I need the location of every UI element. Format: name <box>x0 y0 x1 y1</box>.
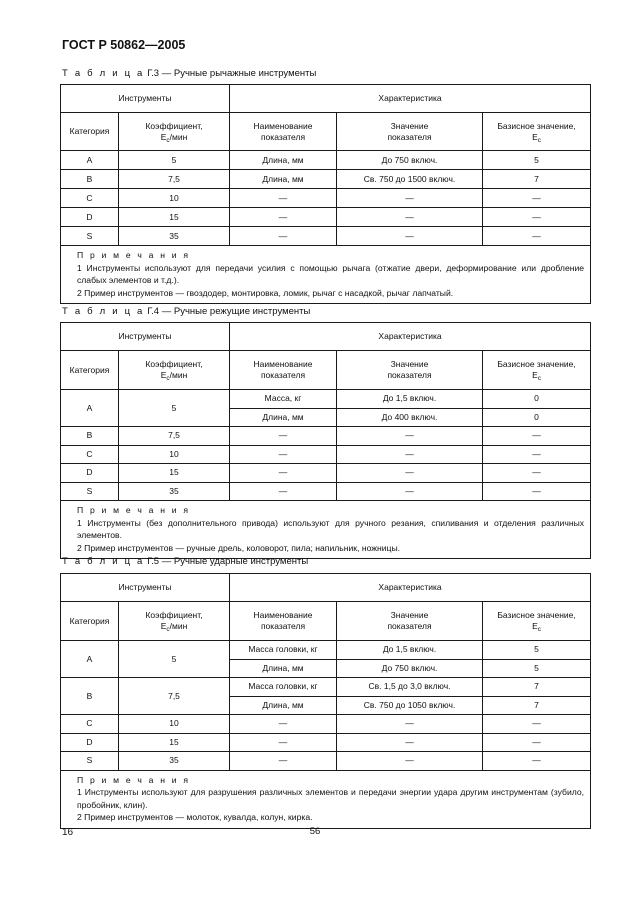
table-row <box>61 427 591 446</box>
coefficient-symbol: E <box>160 131 167 142</box>
category-cell: C <box>61 445 119 464</box>
table-g5 <box>60 573 591 829</box>
param-name-cell: Масса, кг <box>230 390 337 409</box>
caption-text: Г.5 — Ручные ударные инструменты <box>147 556 309 567</box>
table-row <box>61 445 591 464</box>
param-value-header <box>337 351 483 390</box>
param-value-cell: — <box>337 445 483 464</box>
table-row <box>61 189 591 208</box>
param-value-cell: До 750 включ. <box>337 151 483 170</box>
base-value-header <box>483 602 591 641</box>
table-row <box>61 151 591 170</box>
coefficient-subscript: c <box>166 626 170 633</box>
notes-cell <box>61 770 591 828</box>
param-name-header <box>230 351 337 390</box>
base-value-cell: — <box>483 445 591 464</box>
param-name-label: Наименование показателя <box>253 610 313 631</box>
param-name-line1: Наименование <box>253 120 313 131</box>
notes-cell <box>61 501 591 559</box>
param-value-cell: Св. 750 до 1500 включ. <box>337 170 483 189</box>
category-cell: B <box>61 678 119 715</box>
coefficient-header <box>119 351 230 390</box>
param-name-line1: Наименование <box>253 359 313 369</box>
note-item: 2 Пример инструментов — ручные дрель, коловорот, пила; напильник, ножницы. <box>77 542 401 553</box>
base-value-cell: 7 <box>483 696 591 715</box>
page-number-center: 56 <box>309 826 321 837</box>
header-row <box>61 113 591 151</box>
param-value-cell: — <box>337 733 483 752</box>
param-value-line2: показателя <box>387 370 432 380</box>
page-number-left: 16 <box>62 827 74 838</box>
table-caption-g5 <box>62 556 308 567</box>
note-item: 2 Пример инструментов — молоток, кувалда, колун, кирка. <box>77 812 313 822</box>
base-value-cell: 5 <box>483 641 591 660</box>
table-row <box>61 641 591 660</box>
category-header: Категория <box>61 113 119 151</box>
table-caption-g3 <box>62 68 316 79</box>
table-row <box>61 390 591 409</box>
coefficient-cell: 35 <box>119 752 230 771</box>
note-item: 1 Инструменты используют для разрушения различных элементов и передачи энергии удара другим инструментам (зубило, пробойник, клин). <box>77 787 585 810</box>
param-value-cell: До 1,5 включ. <box>337 390 483 409</box>
coefficient-cell: 15 <box>119 208 230 227</box>
category-cell: D <box>61 208 119 227</box>
coefficient-cell: 7,5 <box>119 170 230 189</box>
coefficient-cell: 35 <box>119 227 230 246</box>
table-row <box>61 715 591 734</box>
coefficient-cell: 5 <box>119 390 230 427</box>
notes-row <box>61 770 591 828</box>
notes-heading: П р и м е ч а н и я <box>77 505 191 515</box>
table-row <box>61 752 591 771</box>
coefficient-cell: 5 <box>119 151 230 170</box>
param-value-line1: Значение <box>390 120 429 131</box>
param-value-line1: Значение <box>390 610 429 620</box>
note-item: 1 Инструменты (без дополнительного привода) используют для ручного резания, спиливания и отделения различных элементов. <box>77 517 585 540</box>
notes-row <box>61 501 591 559</box>
param-name-cell: — <box>230 733 337 752</box>
base-value-cell: 0 <box>483 390 591 409</box>
base-value-label: Базисное значение, <box>497 359 576 369</box>
characteristic-header: Характеристика <box>230 574 591 602</box>
param-value-cell: До 1,5 включ. <box>337 641 483 660</box>
base-value-label: Базисное значение, <box>497 120 576 131</box>
base-value-header <box>483 113 591 151</box>
table-row <box>61 208 591 227</box>
category-cell: C <box>61 189 119 208</box>
header-row <box>61 351 591 390</box>
param-value-cell: — <box>337 227 483 246</box>
base-value-symbol: E <box>532 370 538 380</box>
base-value-cell: — <box>483 227 591 246</box>
document-code: ГОСТ Р 50862—2005 <box>62 38 186 52</box>
param-value-cell: До 750 включ. <box>337 659 483 678</box>
coefficient-subscript: c <box>166 136 170 144</box>
param-value-cell: Св. 750 до 1050 включ. <box>337 696 483 715</box>
base-value-subscript: c <box>537 136 541 144</box>
param-value-cell: — <box>337 464 483 483</box>
coefficient-cell: 10 <box>119 445 230 464</box>
param-value-cell: — <box>337 715 483 734</box>
base-value-cell: — <box>483 733 591 752</box>
notes-cell <box>61 246 591 304</box>
coefficient-subscript: c <box>166 375 170 382</box>
base-value-cell: 5 <box>483 151 591 170</box>
category-header: Категория <box>61 351 119 390</box>
param-value-cell: Св. 1,5 до 3,0 включ. <box>337 678 483 697</box>
caption-prefix: Т а б л и ц а <box>62 306 145 317</box>
param-value-line1: Значение <box>390 359 429 369</box>
base-value-cell: — <box>483 482 591 501</box>
param-name-cell: Длина, мм <box>230 696 337 715</box>
base-value-cell: — <box>483 189 591 208</box>
coefficient-symbol: E <box>160 370 167 380</box>
notes-heading: П р и м е ч а н и я <box>77 250 191 260</box>
caption-prefix: Т а б л и ц а <box>62 556 145 567</box>
category-cell: A <box>61 641 119 678</box>
coefficient-cell: 5 <box>119 641 230 678</box>
param-name-cell: Масса головки, кг <box>230 678 337 697</box>
param-name-cell: — <box>230 227 337 246</box>
coefficient-header <box>119 602 230 641</box>
param-name-cell: Длина, мм <box>230 408 337 427</box>
table-row <box>61 482 591 501</box>
coefficient-unit: /мин <box>169 370 188 380</box>
header-row <box>61 602 591 641</box>
base-value-subscript: c <box>537 626 541 633</box>
param-name-line2: показателя <box>260 370 306 380</box>
base-value-cell: 0 <box>483 408 591 427</box>
table-g3 <box>60 84 591 304</box>
coefficient-cell: 10 <box>119 189 230 208</box>
param-value-cell: — <box>337 482 483 501</box>
base-value-cell: 5 <box>483 659 591 678</box>
category-header: Категория <box>61 602 119 641</box>
caption-text: Г.4 — Ручные режущие инструменты <box>147 306 311 317</box>
notes-row <box>61 246 591 304</box>
base-value-cell: — <box>483 464 591 483</box>
param-name-cell: — <box>230 482 337 501</box>
category-cell: D <box>61 464 119 483</box>
table-row <box>61 464 591 483</box>
param-value-line2: показателя <box>387 621 432 631</box>
category-cell: C <box>61 715 119 734</box>
coefficient-label: Коэффициент, <box>145 359 203 369</box>
category-cell: S <box>61 482 119 501</box>
base-value-cell: — <box>483 427 591 446</box>
instruments-header: Инструменты <box>61 574 230 602</box>
caption-text: Г.3 — Ручные рычажные инструменты <box>147 68 317 79</box>
caption-prefix: Т а б л и ц а <box>62 68 145 79</box>
characteristic-header: Характеристика <box>230 85 591 113</box>
param-value-cell: — <box>337 189 483 208</box>
param-name-cell: — <box>230 445 337 464</box>
table-row <box>61 227 591 246</box>
table-row <box>61 733 591 752</box>
characteristic-header: Характеристика <box>230 323 591 351</box>
param-name-header <box>230 602 337 641</box>
param-name-cell: Масса головки, кг <box>230 641 337 660</box>
base-value-cell: — <box>483 715 591 734</box>
category-cell: S <box>61 227 119 246</box>
param-value-cell: — <box>337 208 483 227</box>
base-value-cell: — <box>483 752 591 771</box>
param-name-cell: — <box>230 208 337 227</box>
coefficient-label: Коэффициент, <box>145 120 203 131</box>
param-value-cell: — <box>337 427 483 446</box>
category-cell: B <box>61 427 119 446</box>
param-name-cell: Длина, мм <box>230 170 337 189</box>
table-row <box>61 678 591 697</box>
param-value-line2: показателя <box>387 131 432 142</box>
coefficient-symbol: E <box>160 621 167 631</box>
param-name-cell: — <box>230 427 337 446</box>
coefficient-cell: 7,5 <box>119 678 230 715</box>
category-cell: A <box>61 390 119 427</box>
base-value-symbol: E <box>532 131 538 142</box>
coefficient-header <box>119 113 230 151</box>
coefficient-label: Коэффициент, <box>145 610 203 620</box>
base-value-subscript: c <box>537 375 541 382</box>
base-value-cell: 7 <box>483 678 591 697</box>
note-item: 1 Инструменты используют для передачи усилия с помощью рычага (отжатие двери, деформирование или дробление слабых элементов и т.д.). <box>77 262 585 285</box>
param-value-cell: — <box>337 752 483 771</box>
base-value-label: Базисное значение, <box>497 610 576 620</box>
category-cell: S <box>61 752 119 771</box>
category-cell: D <box>61 733 119 752</box>
category-cell: A <box>61 151 119 170</box>
coefficient-unit: /мин <box>169 131 188 142</box>
category-cell: B <box>61 170 119 189</box>
base-value-cell: — <box>483 208 591 227</box>
param-name-cell: — <box>230 189 337 208</box>
base-value-cell: 7 <box>483 170 591 189</box>
coefficient-cell: 15 <box>119 733 230 752</box>
base-value-symbol: E <box>532 621 538 631</box>
notes-heading: П р и м е ч а н и я <box>77 774 191 785</box>
coefficient-cell: 35 <box>119 482 230 501</box>
base-value-header <box>483 351 591 390</box>
header-row <box>61 574 591 602</box>
param-name-line2: показателя <box>260 131 306 142</box>
coefficient-unit: /мин <box>169 621 188 631</box>
coefficient-cell: 10 <box>119 715 230 734</box>
instruments-header: Инструменты <box>61 85 230 113</box>
param-name-cell: Длина, мм <box>230 151 337 170</box>
param-value-cell: До 400 включ. <box>337 408 483 427</box>
param-value-header <box>337 602 483 641</box>
coefficient-cell: 15 <box>119 464 230 483</box>
instruments-header: Инструменты <box>61 323 230 351</box>
param-name-header <box>230 113 337 151</box>
param-name-cell: — <box>230 752 337 771</box>
note-item: 2 Пример инструментов — гвоздодер, монтировка, ломик, рычаг с насадкой, рычаг лапчатый. <box>77 287 454 298</box>
param-name-cell: Длина, мм <box>230 659 337 678</box>
table-caption-g4 <box>62 306 310 317</box>
param-value-header <box>337 113 483 151</box>
header-row <box>61 323 591 351</box>
header-row <box>61 85 591 113</box>
table-row <box>61 170 591 189</box>
param-name-cell: — <box>230 715 337 734</box>
param-name-cell: — <box>230 464 337 483</box>
table-g4 <box>60 322 591 559</box>
coefficient-cell: 7,5 <box>119 427 230 446</box>
